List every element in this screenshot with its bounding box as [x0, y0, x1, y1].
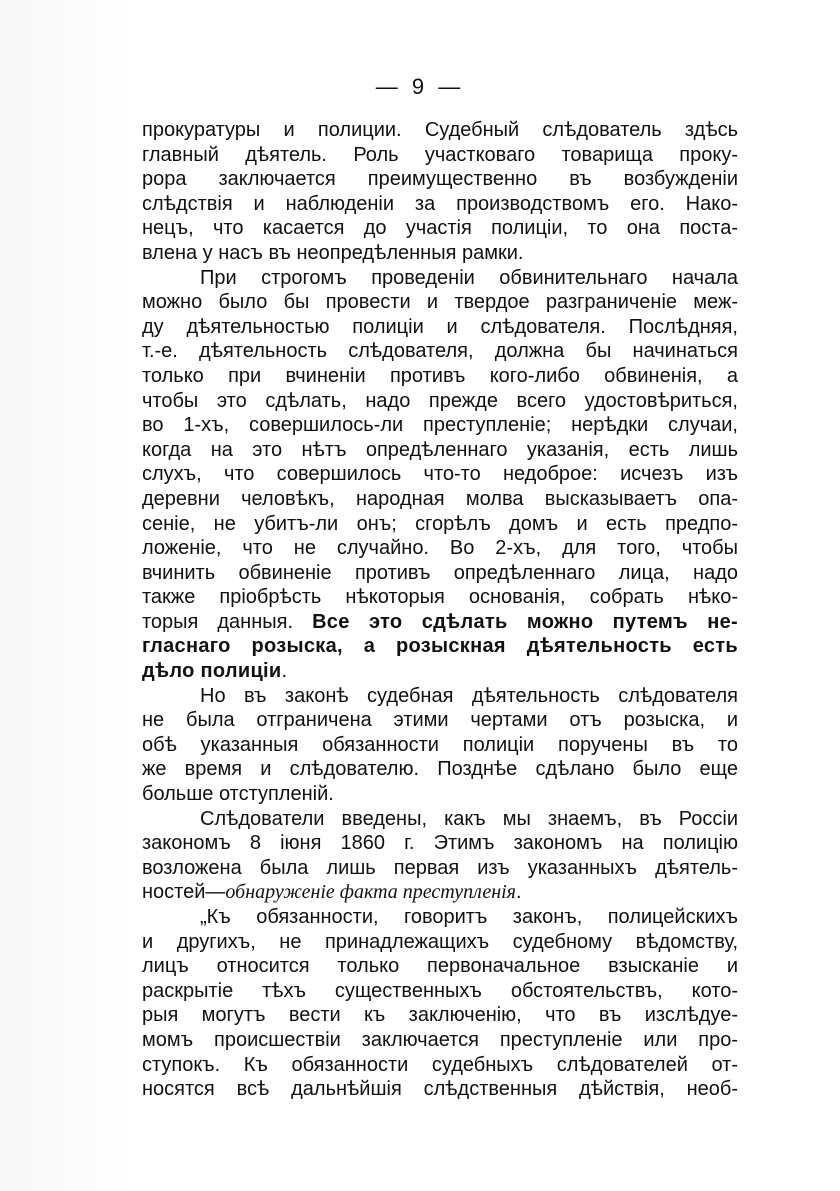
text-line: только при вчиненіи противъ кого-либо обвиненія, а	[142, 364, 738, 387]
text-line: чтобы это сдѣлать, надо прежде всего удостовѣриться,	[142, 389, 738, 412]
text-line: вчинить обвиненіе противъ опредѣленнаго лица, надо	[142, 561, 738, 584]
text-line: больше отступленій.	[142, 783, 334, 806]
text-line	[142, 880, 738, 905]
italic-text: обнаруженіе факта преступленія	[225, 881, 516, 904]
body-text	[142, 118, 738, 1102]
text-line: когда на это нѣтъ опредѣленнаго указанія, есть лишь	[142, 438, 738, 461]
text-line: нецъ, что касается до участія полиціи, то она поста-	[142, 217, 738, 240]
page-number: — 9 —	[375, 74, 465, 99]
text-line: лицъ относится только первоначальное взысканіе и	[142, 955, 738, 978]
text-line: во 1-хъ, совершилось-ли преступленіе; нерѣдки случаи,	[142, 414, 738, 437]
text-line: слухъ, что совершилось что-то недоброе: исчезъ изъ	[142, 463, 738, 486]
emphasized-text: дѣло полиціи	[142, 660, 282, 683]
text-line	[142, 610, 738, 635]
text-line: возложена была лишь первая изъ указанныхъ дѣятель-	[142, 856, 738, 879]
text-line: деревни человѣкъ, народная молва высказываетъ опа-	[142, 487, 738, 510]
paragraph-start-line: При строгомъ проведеніи обвинительнаго начала	[200, 266, 738, 289]
text-line: можно было бы провести и твердое разграниченіе меж-	[142, 291, 738, 314]
text-line: рора заключается преимущественно въ возбужденіи	[142, 168, 738, 191]
text-line	[142, 659, 738, 684]
paragraph-start-line: „Къ обязанности, говоритъ законъ, полицейскихъ	[200, 906, 738, 928]
text-line: ступокъ. Къ обязанности судебныхъ слѣдователей от-	[142, 1053, 738, 1076]
text-line: носятся всѣ дальнѣйшія слѣдственныя дѣйствія, необ-	[142, 1078, 738, 1101]
text-line: слѣдствія и наблюденіи за производствомъ его. Нако-	[142, 192, 738, 215]
emphasized-line: гласнаго розыска, а розыскная дѣятельность есть	[142, 635, 738, 658]
text-line: обѣ указанныя обязанности полиціи поручены въ то	[142, 733, 738, 756]
text-line: сеніе, не убитъ-ли онъ; сгорѣлъ домъ и есть предпо-	[142, 512, 738, 535]
text-line: влена у насъ въ неопредѣленныя рамки.	[142, 241, 524, 264]
text-line: ду дѣятельностью полиціи и слѣдователя. Послѣдняя,	[142, 315, 738, 338]
text-fragment: .	[515, 881, 522, 904]
page-edge-shading	[0, 0, 132, 1191]
paragraph-start-line: Но въ законѣ судебная дѣятельность слѣдователя	[200, 684, 738, 707]
text-line: же время и слѣдователю. Позднѣе сдѣлано было еще	[142, 758, 738, 781]
text-line: и другихъ, не принадлежащихъ судебному вѣдомству,	[142, 930, 738, 953]
text-line: не была отграничена этими чертами отъ розыска, и	[142, 709, 738, 732]
text-line: рыя могутъ вести къ заключенію, что въ изслѣдуе-	[142, 1004, 738, 1027]
text-fragment: .	[281, 660, 288, 683]
text-line: прокуратуры и полиции. Судебный слѣдователь здѣсь	[142, 119, 738, 141]
text-line: момъ происшествіи заключается преступленіе или про-	[142, 1028, 738, 1051]
text-fragment: ностей—	[142, 881, 226, 904]
emphasized-text: Все это сдѣлать можно путемъ не-	[312, 610, 738, 633]
text-line: главный дѣятель. Роль участковаго товарища проку-	[142, 143, 738, 166]
text-line: т.-е. дѣятельность слѣдователя, должна бы начинаться	[142, 340, 738, 363]
text-line: ложеніе, что не случайно. Во 2-хъ, для того, чтобы	[142, 537, 738, 560]
paragraph-start-line: Слѣдователи введены, какъ мы знаемъ, въ Россіи	[200, 807, 738, 830]
text-line: раскрытіе тѣхъ существенныхъ обстоятельствъ, кото-	[142, 979, 738, 1002]
text-line: закономъ 8 іюня 1860 г. Этимъ закономъ на полицію	[142, 832, 738, 855]
text-fragment: торыя данныя.	[142, 610, 294, 633]
text-line: также пріобрѣсть нѣкоторыя основанія, собрать нѣко-	[142, 586, 738, 609]
